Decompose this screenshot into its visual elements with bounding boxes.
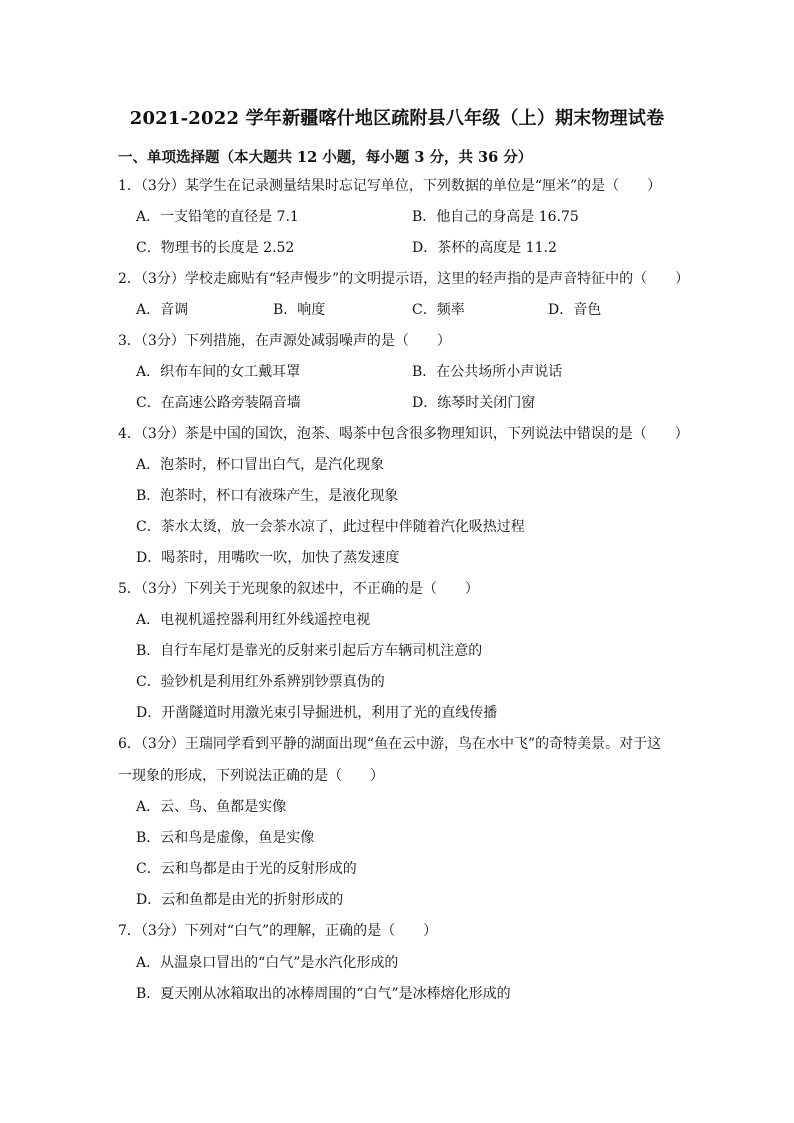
- question-3-option-c: C．在高速公路旁装隔音墙: [136, 395, 301, 411]
- question-1-option-c: C．物理书的长度是 2.52: [136, 240, 295, 256]
- question-1-stem: 1．（3分）某学生在记录测量结果时忘记写单位，下列数据的单位是“厘米”的是（ ）: [118, 178, 662, 194]
- question-3-stem: 3．（3分）下列措施，在声源处减弱噪声的是（ ）: [118, 333, 451, 349]
- question-2-option-d: D．音色: [548, 302, 602, 318]
- question-3-option-b: B．在公共场所小声说话: [412, 364, 563, 380]
- question-4-stem: 4．（3分）茶是中国的国饮，泡茶、喝茶中包含很多物理知识，下列说法中错误的是（ ）: [118, 426, 689, 442]
- question-2-option-c: C．频率: [412, 302, 465, 318]
- question-1-option-b: B．他自己的身高是 16.75: [412, 209, 579, 225]
- question-2-stem: 2．（3分）学校走廊贴有“轻声慢步”的文明提示语，这里的轻声指的是声音特征中的（ ）: [118, 271, 690, 287]
- question-6-option-a: A．云、鸟、鱼都是实像: [136, 799, 287, 815]
- question-6-option-b: B．云和鸟是虚像，鱼是实像: [136, 830, 315, 846]
- question-6-stem-continued: 一现象的形成，下列说法正确的是（ ）: [118, 768, 384, 784]
- question-5-option-c: C．验钞机是利用红外系辨别钞票真伪的: [136, 674, 385, 690]
- question-1-option-d: D．茶杯的高度是 11.2: [412, 240, 557, 256]
- question-4-option-b: B．泡茶时，杯口有液珠产生，是液化现象: [136, 488, 399, 504]
- question-5-option-a: A．电视机遥控器利用红外线遥控电视: [136, 612, 371, 628]
- question-3-option-a: A．织布车间的女工戴耳罩: [136, 364, 301, 380]
- question-3-option-d: D．练琴时关闭门窗: [412, 395, 536, 411]
- question-4-option-d: D．喝茶时，用嘴吹一吹，加快了蒸发速度: [136, 550, 400, 566]
- section-heading: 一、单项选择题（本大题共 12 小题，每小题 3 分，共 36 分）: [118, 149, 533, 166]
- question-6-option-d: D．云和鱼都是由光的折射形成的: [136, 892, 344, 908]
- question-1-option-a: A．一支铅笔的直径是 7.1: [136, 209, 299, 225]
- question-2-option-b: B．响度: [273, 302, 326, 318]
- exam-title: 2021-2022 学年新疆喀什地区疏附县八年级（上）期末物理试卷: [129, 108, 665, 129]
- question-5-option-b: B．自行车尾灯是靠光的反射来引起后方车辆司机注意的: [136, 643, 483, 659]
- question-7-option-b: B．夏天刚从冰箱取出的冰棒周围的“白气”是冰棒熔化形成的: [136, 986, 511, 1002]
- question-4-option-c: C．茶水太烫，放一会茶水凉了，此过程中伴随着汽化吸热过程: [136, 519, 525, 535]
- question-6-stem: 6．（3分）王瑞同学看到平静的湖面出现“鱼在云中游，鸟在水中飞”的奇特美景。对于这: [118, 736, 662, 752]
- question-5-stem: 5．（3分）下列关于光现象的叙述中，不正确的是（ ）: [118, 581, 479, 597]
- question-7-stem: 7．（3分）下列对“白气”的理解，正确的是（ ）: [118, 923, 438, 939]
- question-2-option-a: A．音调: [136, 302, 189, 318]
- question-4-option-a: A．泡茶时，杯口冒出白气，是汽化现象: [136, 457, 385, 473]
- question-6-option-c: C．云和鸟都是由于光的反射形成的: [136, 861, 357, 877]
- question-5-option-d: D．开凿隧道时用激光束引导掘进机，利用了光的直线传播: [136, 705, 498, 721]
- question-7-option-a: A．从温泉口冒出的“白气”是水汽化形成的: [136, 955, 399, 971]
